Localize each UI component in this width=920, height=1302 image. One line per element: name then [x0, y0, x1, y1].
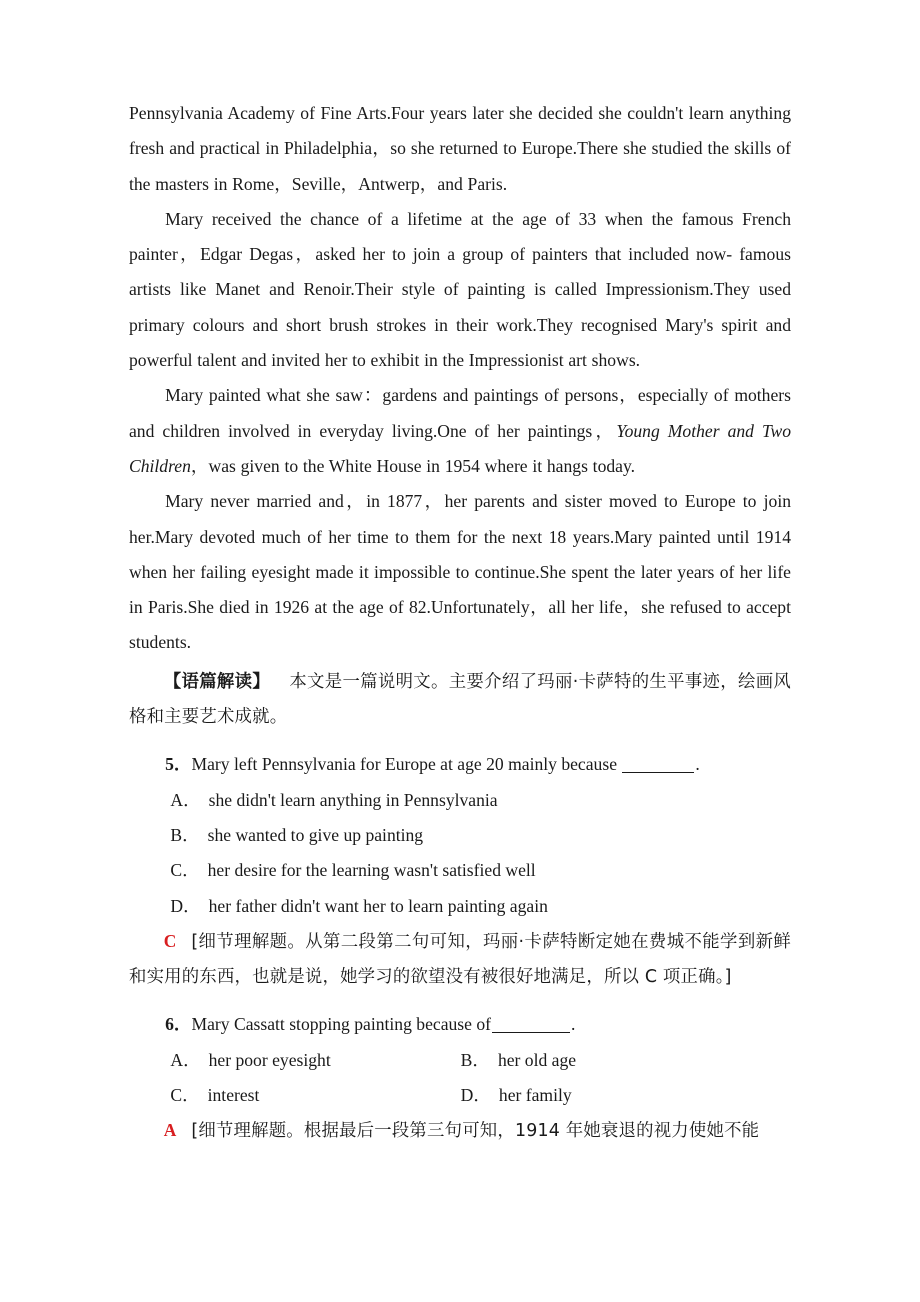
question-5-option-a[interactable]: [129, 783, 791, 818]
question-6-option-b[interactable]: [451, 1043, 791, 1078]
option-text: her poor eyesight: [208, 1049, 331, 1070]
passage-paragraph-4: Mary never married and，in 1877，her parents and sister moved to Europe to join her.Mary devoted much of her time to them for the next 18 years.Mary painted until 1914 when her failing eyesight made it impossible to continue.She spent the later years of her life in Paris.She died in 1926 at the age of 82.Unfortunately，all her life，she refused to accept students.: [129, 491, 791, 653]
option-dot: ．: [183, 789, 201, 810]
passage-analysis-text: 本文是一篇说明文。主要介绍了玛丽·卡萨特的生平事迹，绘画风格和主要艺术成就。: [129, 671, 791, 728]
question-6-option-a[interactable]: [129, 1043, 451, 1078]
question-6-answer-note: [129, 1113, 791, 1149]
question-6-option-c[interactable]: [129, 1078, 451, 1113]
question-6-option-row-1: [129, 1043, 791, 1078]
option-text: interest: [207, 1085, 260, 1106]
question-6-stem-tail: .: [571, 1014, 576, 1035]
passage-analysis-label: 【语篇解读】: [163, 671, 271, 692]
option-dot: ．: [182, 824, 200, 845]
page-text-column: [129, 96, 791, 1149]
option-letter: D: [170, 895, 184, 916]
question-5-number: 5: [165, 754, 174, 775]
question-5-option-d[interactable]: [129, 889, 791, 924]
option-letter: D: [460, 1085, 474, 1106]
option-text: she didn't learn anything in Pennsylvania: [208, 789, 498, 810]
option-text: her family: [498, 1085, 572, 1106]
question-6-number: 6: [165, 1014, 174, 1035]
question-5-option-c[interactable]: [129, 853, 791, 888]
option-letter: C: [170, 1085, 183, 1106]
passage-paragraph-3-part2: ，was given to the White House in 1954 where it hangs today.: [190, 455, 636, 476]
question-5-stem-text: Mary left Pennsylvania for Europe at age 20 mainly because: [191, 754, 622, 775]
option-dot: ．: [182, 1085, 200, 1106]
option-letter: B: [170, 824, 183, 845]
option-letter: A: [170, 789, 184, 810]
question-6-explanation: [细节理解题。根据最后一段第三句可知，1914 年她衰退的视力使她不能: [191, 1121, 760, 1142]
question-6-stem-text: Mary Cassatt stopping painting because of: [191, 1014, 492, 1035]
question-6-stem: [129, 1007, 791, 1042]
option-text: her desire for the learning wasn't satisfied well: [207, 860, 536, 881]
reading-passage: [129, 96, 791, 661]
question-6-answer-blank[interactable]: [492, 1032, 570, 1033]
question-5: [129, 747, 791, 995]
option-letter: B: [460, 1049, 473, 1070]
passage-paragraph-2: Mary received the chance of a lifetime at the age of 33 when the famous French painter，Edgar Degas，asked her to join a group of painters that included now- famous artists like Manet and Renoir.Their style of painting is called Impressionism.They used primary colours and short brush strokes in their work.They recognised Mary's spirit and powerful talent and invited her to exhibit in the Impressionist art shows.: [129, 208, 791, 371]
option-dot: ．: [473, 1085, 491, 1106]
question-5-option-b[interactable]: [129, 818, 791, 853]
question-5-stem: [129, 747, 791, 782]
passage-paragraph-3-part1: Mary painted what she saw：gardens and paintings of persons，especially of mothers and children involved in everyday living.One of her paintings，: [129, 385, 791, 441]
option-letter: C: [170, 860, 183, 881]
option-dot: ．: [183, 1049, 201, 1070]
question-6-number-dot: ．: [173, 1014, 192, 1035]
option-letter: A: [170, 1049, 184, 1070]
passage-paragraph-3: [129, 378, 791, 484]
option-text: her old age: [497, 1049, 577, 1070]
question-6-option-row-2: [129, 1078, 791, 1113]
question-5-answer-note: [129, 924, 791, 996]
painting-title-italic: Young Mother and Two Children: [129, 420, 791, 476]
option-text: she wanted to give up painting: [207, 824, 424, 845]
option-text: her father didn't want her to learn painting again: [208, 895, 548, 916]
question-5-stem-tail: .: [695, 754, 700, 775]
option-dot: ．: [182, 860, 200, 881]
question-6-answer-clip: [129, 1113, 791, 1149]
question-5-answer-letter: C: [163, 930, 177, 951]
question-6: [129, 1007, 791, 1149]
passage-paragraph-1: Pennsylvania Academy of Fine Arts.Four years later she decided she couldn't learn anything fresh and practical in Philadelphia，so she returned to Europe.There she studied the skills of the masters in Rome，Seville，Antwerp，and Paris.: [129, 103, 791, 194]
option-dot: ．: [472, 1049, 491, 1070]
question-5-explanation: [细节理解题。从第二段第二句可知，玛丽·卡萨特断定她在费城不能学到新鲜和实用的东西，也就是说，她学习的欲望没有被很好地满足，所以 C 项正确。]: [129, 931, 791, 988]
passage-analysis-note: [129, 665, 791, 736]
question-6-answer-letter: A: [163, 1120, 177, 1141]
option-dot: ．: [183, 895, 201, 916]
question-5-answer-blank[interactable]: [622, 772, 694, 773]
question-5-number-dot: ．: [173, 754, 192, 775]
question-6-option-d[interactable]: [451, 1078, 791, 1113]
